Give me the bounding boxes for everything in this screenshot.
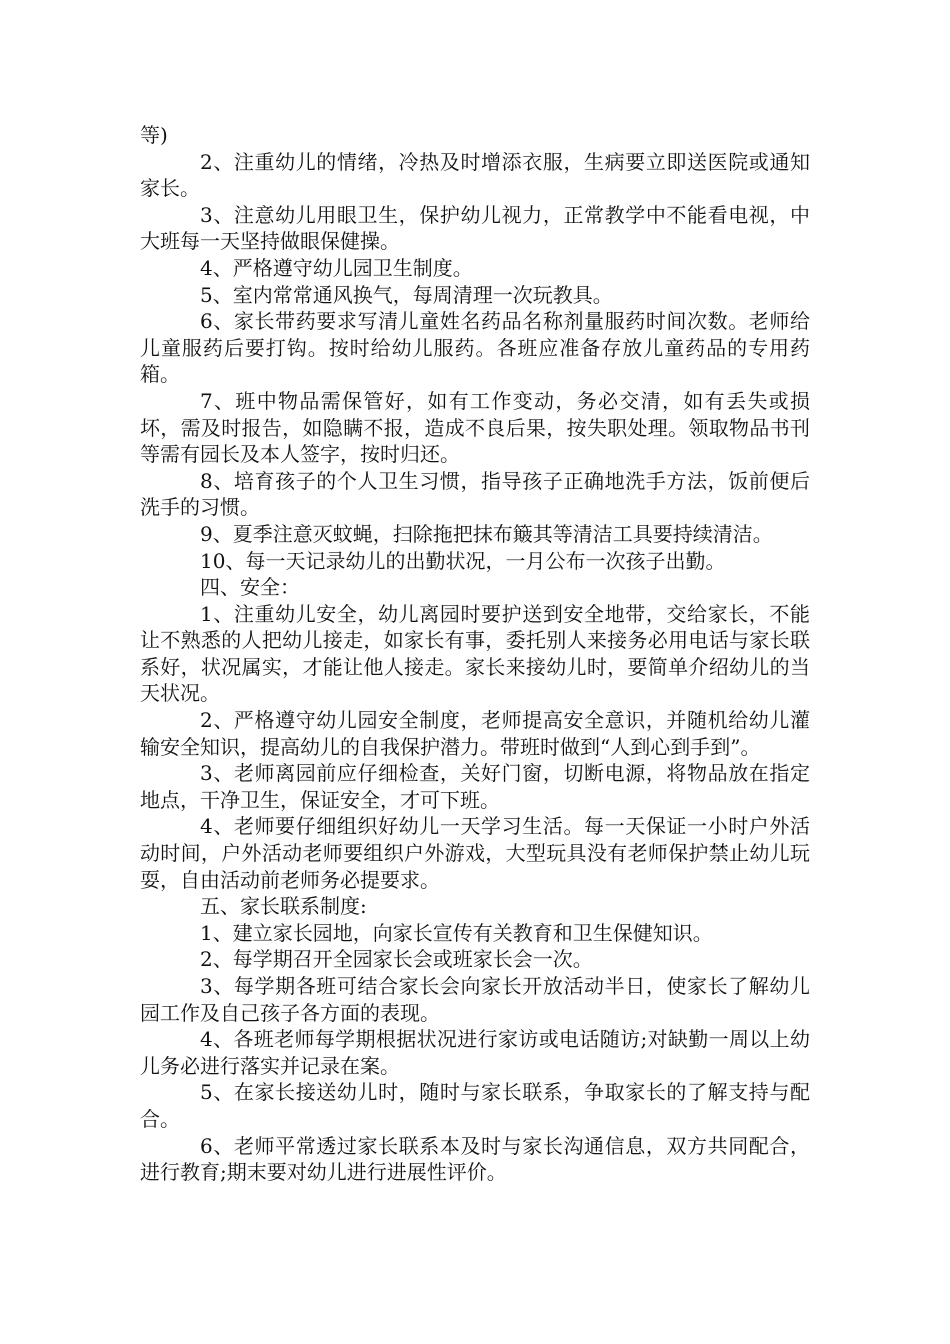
paragraph-contact-6: 6、老师平常透过家长联系本及时与家长沟通信息，双方共同配合，进行教育;期末要对幼儿进行进展性评价。 [140, 1133, 810, 1185]
paragraph-hygiene-8: 8、培育孩子的个人卫生习惯，指导孩子正确地洗手方法，饭前便后洗手的习惯。 [140, 468, 810, 520]
document-page [140, 122, 810, 1186]
paragraph-safety-2: 2、严格遵守幼儿园安全制度，老师提高安全意识，并随机给幼儿灌输安全知识，提高幼儿的自我保护潜力。带班时做到“人到心到手到”。 [140, 708, 810, 759]
section-heading-parent-contact: 五、家长联系制度: [200, 894, 367, 919]
paragraph-hygiene-7: 7、班中物品需保管好，如有工作变动，务必交清，如有丢失或损坏，需及时报告，如隐瞒不报，造成不良后果，按失职处理。领取物品书刊等需有园长及本人签字，按时归还。 [140, 388, 810, 467]
paragraph-safety-1: 1、注重幼儿安全，幼儿离园时要护送到安全地带，交给家长，不能让不熟悉的人把幼儿接走，如家长有事，委托别人来接务必用电话与家长联系好，状况属实，才能让他人接走。家长来接幼儿时，要简单介绍幼儿的当天状况。 [140, 601, 810, 706]
paragraph-hygiene-6: 6、家长带药要求写清儿童姓名药品名称剂量服药时间次数。老师给儿童服药后要打钩。按时给幼儿服药。各班应准备存放儿童药品的专用药箱。 [140, 309, 810, 387]
paragraph-contact-5: 5、在家长接送幼儿时，随时与家长联系，争取家长的了解支持与配合。 [140, 1080, 810, 1131]
paragraph-hygiene-9: 9、夏季注意灭蚊蝇，扫除拖把抹布簸其等清洁工具要持续清洁。 [200, 521, 773, 546]
paragraph-hygiene-2: 2、注重幼儿的情绪，冷热及时增添衣服，生病要立即送医院或通知家长。 [140, 149, 810, 201]
paragraph-contact-4: 4、各班老师每学期根据状况进行家访或电话随访;对缺勤一周以上幼儿务必进行落实并记录在案。 [140, 1027, 810, 1078]
section-heading-safety: 四、安全： [200, 575, 300, 600]
paragraph-contact-1: 1、建立家长园地，向家长宣传有关教育和卫生保健知识。 [200, 920, 713, 945]
paragraph-continuation: 等) [140, 123, 168, 147]
paragraph-hygiene-5: 5、室内常常通风换气，每周清理一次玩教具。 [200, 282, 613, 307]
paragraph-safety-4: 4、老师要仔细组织好幼儿一天学习生活。每一天保证一小时户外活动时间，户外活动老师要组织户外游戏，大型玩具没有老师保护禁止幼儿玩耍，自由活动前老师务必提要求。 [140, 814, 810, 892]
paragraph-hygiene-4: 4、严格遵守幼儿园卫生制度。 [200, 255, 473, 280]
paragraph-contact-3: 3、每学期各班可结合家长会向家长开放活动半日，使家长了解幼儿园工作及自己孩子各方面的表现。 [140, 974, 810, 1025]
paragraph-safety-3: 3、老师离园前应仔细检查，关好门窗，切断电源，将物品放在指定地点，干净卫生，保证安全，才可下班。 [140, 761, 810, 812]
paragraph-contact-2: 2、每学期召开全园家长会或班家长会一次。 [200, 947, 593, 972]
paragraph-hygiene-10: 10、每一天记录幼儿的出勤状况，一月公布一次孩子出勤。 [200, 548, 726, 573]
paragraph-hygiene-3: 3、注意幼儿用眼卫生，保护幼儿视力，正常教学中不能看电视，中大班每一天坚持做眼保健操。 [140, 202, 810, 254]
